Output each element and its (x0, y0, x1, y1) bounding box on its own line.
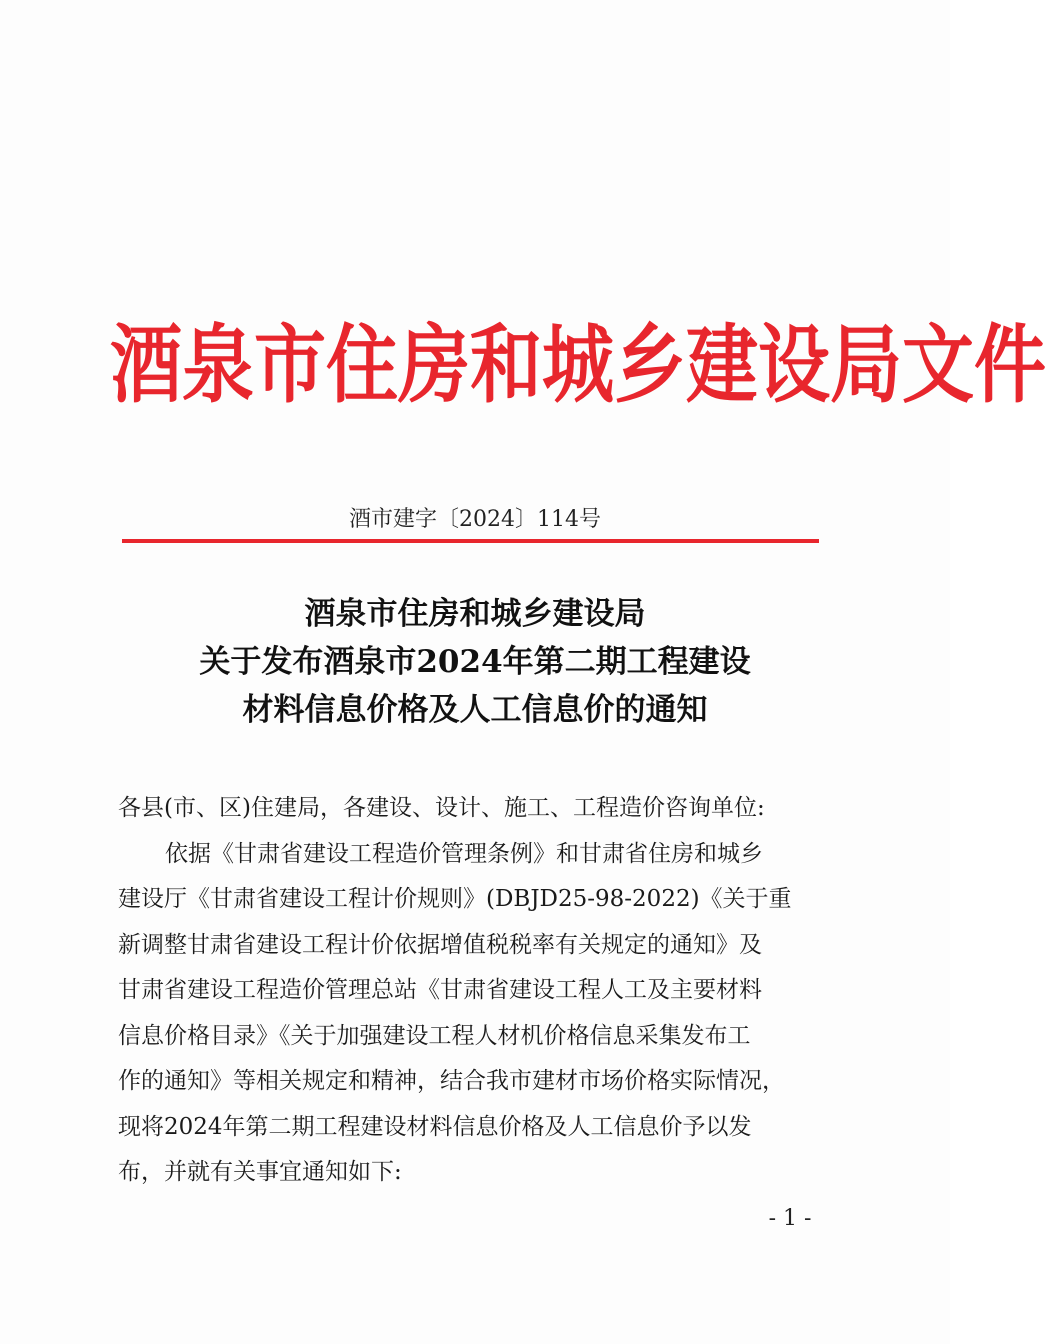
document-number: 酒市建字〔2024〕114号 (349, 507, 601, 532)
notice-title-line-1: 酒泉市住房和城乡建设局 (304, 596, 646, 632)
org-header-title: 酒泉市住房和城乡建设局文件 (110, 315, 1046, 415)
notice-title-line-3: 材料信息价格及人工信息价的通知 (242, 692, 708, 728)
addressee-line: 各县(市、区)住建局，各建设、设计、施工、工程造价咨询单位: (118, 795, 765, 821)
paragraph-line: 布，并就有关事宜通知如下: (118, 1159, 402, 1185)
paragraph-line: 信息价格目录》《关于加强建设工程人材机价格信息采集发布工 (118, 1022, 751, 1049)
paragraph-line: 新调整甘肃省建设工程计价依据增值税税率有关规定的通知》及 (118, 931, 762, 958)
notice-body (118, 786, 828, 1196)
paragraph-line: 建设厅《甘肃省建设工程计价规则》(DBJD25-98-2022)《关于重 (118, 886, 792, 912)
paragraph-line: 甘肃省建设工程造价管理总站《甘肃省建设工程人工及主要材料 (118, 977, 762, 1003)
paragraph-line: 依据《甘肃省建设工程造价管理条例》和甘肃省住房和城乡 (165, 840, 763, 867)
red-divider-line (122, 539, 819, 543)
page-number: - 1 - (768, 1206, 812, 1231)
paragraph-line: 现将2024年第二期工程建设材料信息价格及人工信息价予以发 (118, 1113, 752, 1140)
paragraph-line: 作的通知》等相关规定和精神，结合我市建材市场价格实际情况， (118, 1068, 785, 1094)
notice-title (90, 590, 860, 734)
notice-title-line-2: 关于发布酒泉市2024年第二期工程建设 (199, 644, 751, 680)
